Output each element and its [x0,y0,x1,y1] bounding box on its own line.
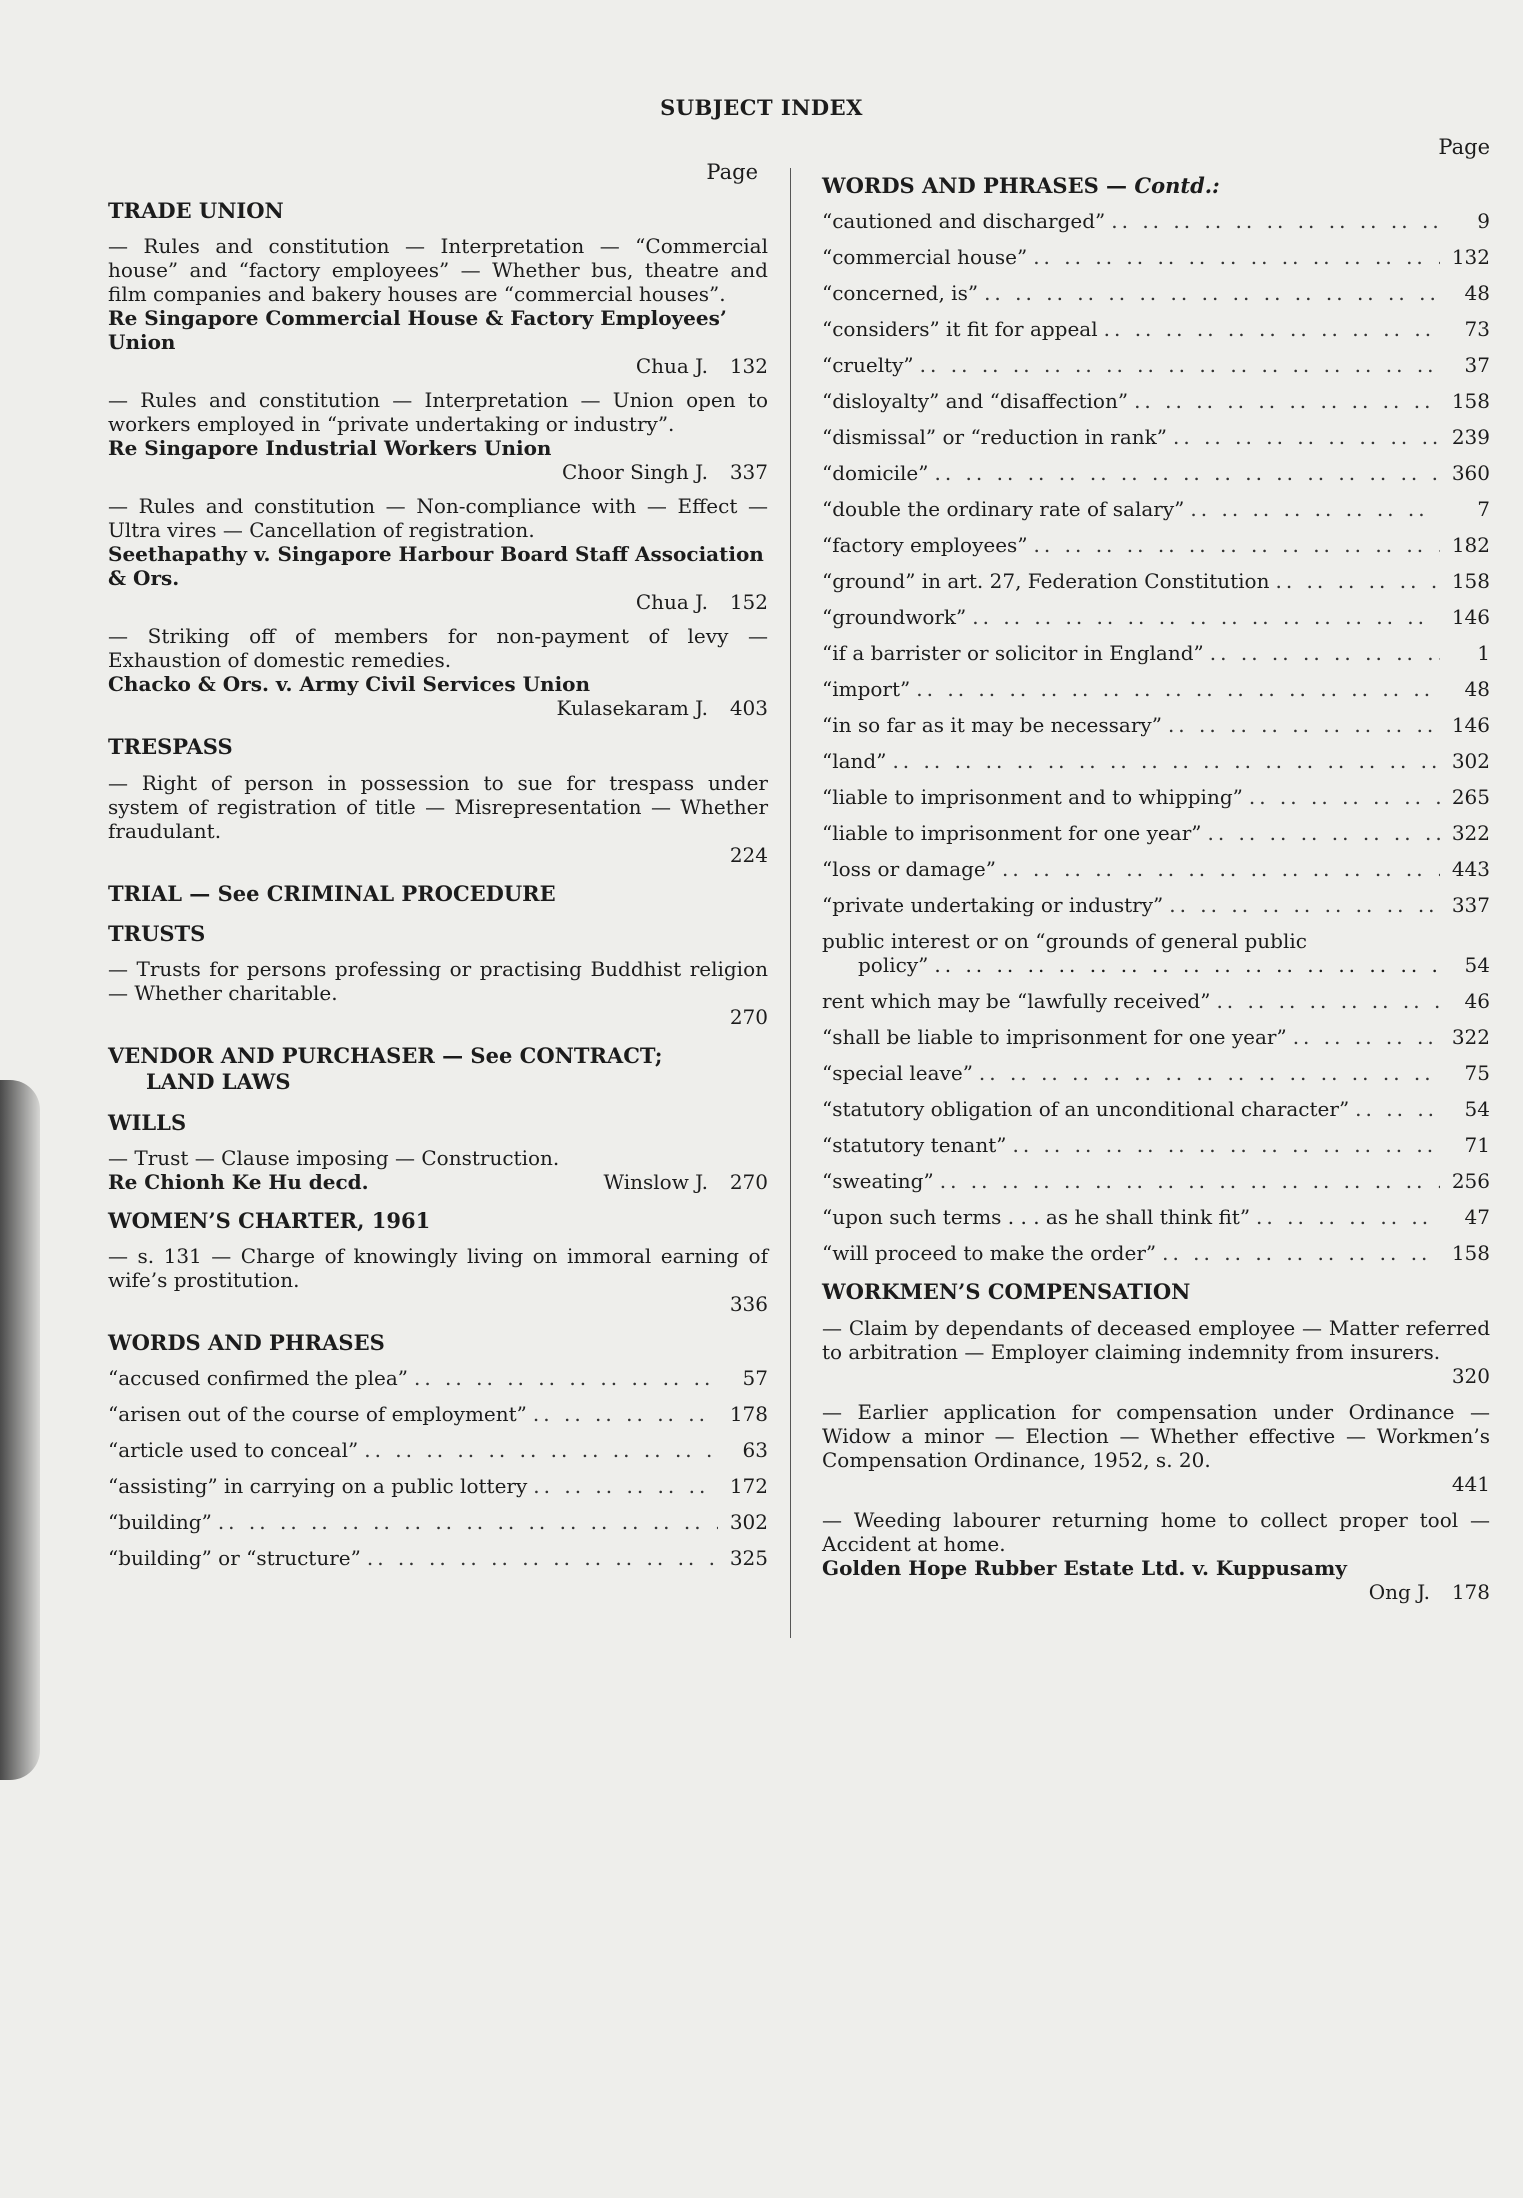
case-name: Re Singapore Industrial Workers Union [108,436,552,461]
entry-description: — Trust — Clause imposing — Construction. [108,1145,560,1170]
page-number: 270 [729,1005,768,1029]
entry-description: — Rules and constitution — Interpretation — “Commercial house” and “factory employees” — Whether bus, theatre and film companies and bakery houses are “commercial houses”. [108,234,768,307]
page-number: 337 [729,460,768,485]
list-item: public interest or on “grounds of general public policy” .. .. 54 [822,929,1490,977]
heading-line: LAND LAWS [146,1069,291,1095]
list-item: “shall be liable to imprisonment for one year” .. .. 322 [822,1025,1490,1049]
index-entry [108,494,768,614]
judge: Winslow J. [603,1169,708,1194]
index-entry [822,1400,1490,1496]
list-item: “considers” it fit for appeal .. .. 73 [822,317,1490,341]
left-column [108,160,768,1582]
list-item: “in so far as it may be necessary” .. .. 146 [822,713,1490,737]
list-item: “arisen out of the course of employment” .. .. 178 [108,1402,768,1426]
list-item: “factory employees” .. .. 182 [822,533,1490,557]
case-name: Re Singapore Commercial House & Factory Employees’ Union [108,306,727,355]
page-number: 270 [729,1169,768,1194]
heading-workmens-compensation: WORKMEN’S COMPENSATION [822,1279,1191,1305]
list-item: “ground” in art. 27, Federation Constitution .. .. 158 [822,569,1490,593]
page-label: Page [1438,135,1490,159]
list-item: “statutory tenant” .. .. 71 [822,1133,1490,1157]
list-item: “concerned, is” .. .. 48 [822,281,1490,305]
page-number: 320 [1451,1363,1490,1388]
citation [108,354,768,378]
case-name: Golden Hope Rubber Estate Ltd. v. Kuppusamy [822,1555,1347,1580]
index-entry [108,388,768,484]
judge: Kulasekaram J. [556,696,708,721]
list-item: “will proceed to make the order” .. .. 158 [822,1241,1490,1265]
list-item: “sweating” .. .. 256 [822,1169,1490,1193]
citation [108,590,768,614]
entry-description: — Right of person in possession to sue for trespass under system of registration of title — Misrepresentation — Whether fraudulant. [108,770,768,843]
heading-wills: WILLS [108,1109,187,1135]
case-name: Re Chionh Ke Hu decd. [108,1169,369,1194]
heading-trusts: TRUSTS [108,920,206,946]
index-entry [108,624,768,720]
list-item: “double the ordinary rate of salary” .. .. 7 [822,497,1490,521]
index-entry [822,1316,1490,1388]
page-number: 224 [729,842,768,867]
heading-trial: TRIAL — See CRIMINAL PROCEDURE [108,880,556,906]
citation [108,696,768,720]
entry-description: — Weeding labourer returning home to collect proper tool — Accident at home. [822,1507,1490,1556]
index-entry [108,771,768,867]
page-number: 132 [729,354,768,379]
list-item: “groundwork” .. .. 146 [822,605,1490,629]
page-number: 403 [729,696,768,721]
citation [108,460,768,484]
judge: Chua J. [635,590,708,615]
list-item: “cruelty” .. .. 37 [822,353,1490,377]
heading-words-phrases-contd: WORDS AND PHRASES — Contd.: [822,173,1220,198]
case-name: Seethapathy v. Singapore Harbour Board Staff Association & Ors. [108,542,764,591]
list-item: “domicile” .. .. 360 [822,461,1490,485]
list-item: “accused confirmed the plea” .. .. 57 [108,1366,768,1390]
heading-trespass: TRESPASS [108,734,233,760]
list-item: “upon such terms . . . as he shall think fit” .. .. 47 [822,1205,1490,1229]
list-item: “liable to imprisonment for one year” .. .. 322 [822,821,1490,845]
page-label: Page [706,160,758,184]
list-item: “special leave” .. .. 75 [822,1061,1490,1085]
heading-trade-union: TRADE UNION [108,198,284,223]
citation [822,1580,1490,1604]
entry-description: — Rules and constitution — Interpretation — Union open to workers employed in “private undertaking or industry”. [108,388,768,437]
index-entry [822,1508,1490,1604]
index-entry [108,957,768,1029]
list-item: “assisting” in carrying on a public lottery .. .. 172 [108,1474,768,1498]
entry-description: — Striking off of members for non-payment of levy — Exhaustion of domestic remedies. [108,624,768,673]
list-item: “dismissal” or “reduction in rank” .. .. 239 [822,425,1490,449]
judge: Chua J. [635,354,708,379]
list-item: “building” or “structure” .. .. 325 [108,1546,768,1570]
list-item: “loss or damage” .. .. 443 [822,857,1490,881]
judge: Ong J. [1368,1579,1430,1604]
list-item: “disloyalty” and “disaffection” .. .. 158 [822,389,1490,413]
entry-description: — Earlier application for compensation under Ordinance — Widow a minor — Election — Whether effective — Workmen’s Compensation Ordinance, 1952, s. 20. [822,1399,1490,1472]
thumb-shadow [0,1080,40,1780]
list-item: “land” .. .. 302 [822,749,1490,773]
list-item: “statutory obligation of an unconditional character” .. .. 54 [822,1097,1490,1121]
list-item: “import” .. .. 48 [822,677,1490,701]
page-number: 441 [1451,1471,1490,1496]
index-entry [108,1244,768,1316]
index-entry [108,234,768,378]
page-number: 336 [729,1292,768,1316]
list-item: “article used to conceal” .. .. 63 [108,1438,768,1462]
list-item: “liable to imprisonment and to whipping” .. .. 265 [822,785,1490,809]
entry-description: — Claim by dependants of deceased employee — Matter referred to arbitration — Employer claiming indemnity from insurers. [822,1315,1490,1364]
heading-words-phrases: WORDS AND PHRASES [108,1330,385,1355]
page-number: 178 [1451,1579,1490,1604]
entry-description: — Trusts for persons professing or practising Buddhist religion — Whether charitable. [108,957,768,1005]
index-entry [108,1146,768,1194]
column-divider [790,168,791,1638]
list-item: “if a barrister or solicitor in England” .. .. 1 [822,641,1490,665]
page-number: 152 [729,590,768,615]
right-column [822,135,1490,1614]
heading-line: VENDOR AND PURCHASER — See CONTRACT; [108,1043,663,1068]
case-name: Chacko & Ors. v. Army Civil Services Union [108,672,591,697]
list-item: “private undertaking or industry” .. .. 337 [822,893,1490,917]
page-title: SUBJECT INDEX [660,95,863,120]
entry-description: — Rules and constitution — Non-compliance with — Effect — Ultra vires — Cancellation of registration. [108,494,768,543]
judge: Choor Singh J. [561,460,708,485]
list-item: “cautioned and discharged” .. .. 9 [822,209,1490,233]
entry-description: — s. 131 — Charge of knowingly living on immoral earning of wife’s prostitution. [108,1244,768,1292]
list-item: rent which may be “lawfully received” .. .. 46 [822,989,1490,1013]
list-item: “commercial house” .. .. 132 [822,245,1490,269]
heading-womens-charter: WOMEN’S CHARTER, 1961 [108,1207,431,1233]
heading-vendor-purchaser [108,1043,768,1096]
list-item: “building” .. .. 302 [108,1510,768,1534]
